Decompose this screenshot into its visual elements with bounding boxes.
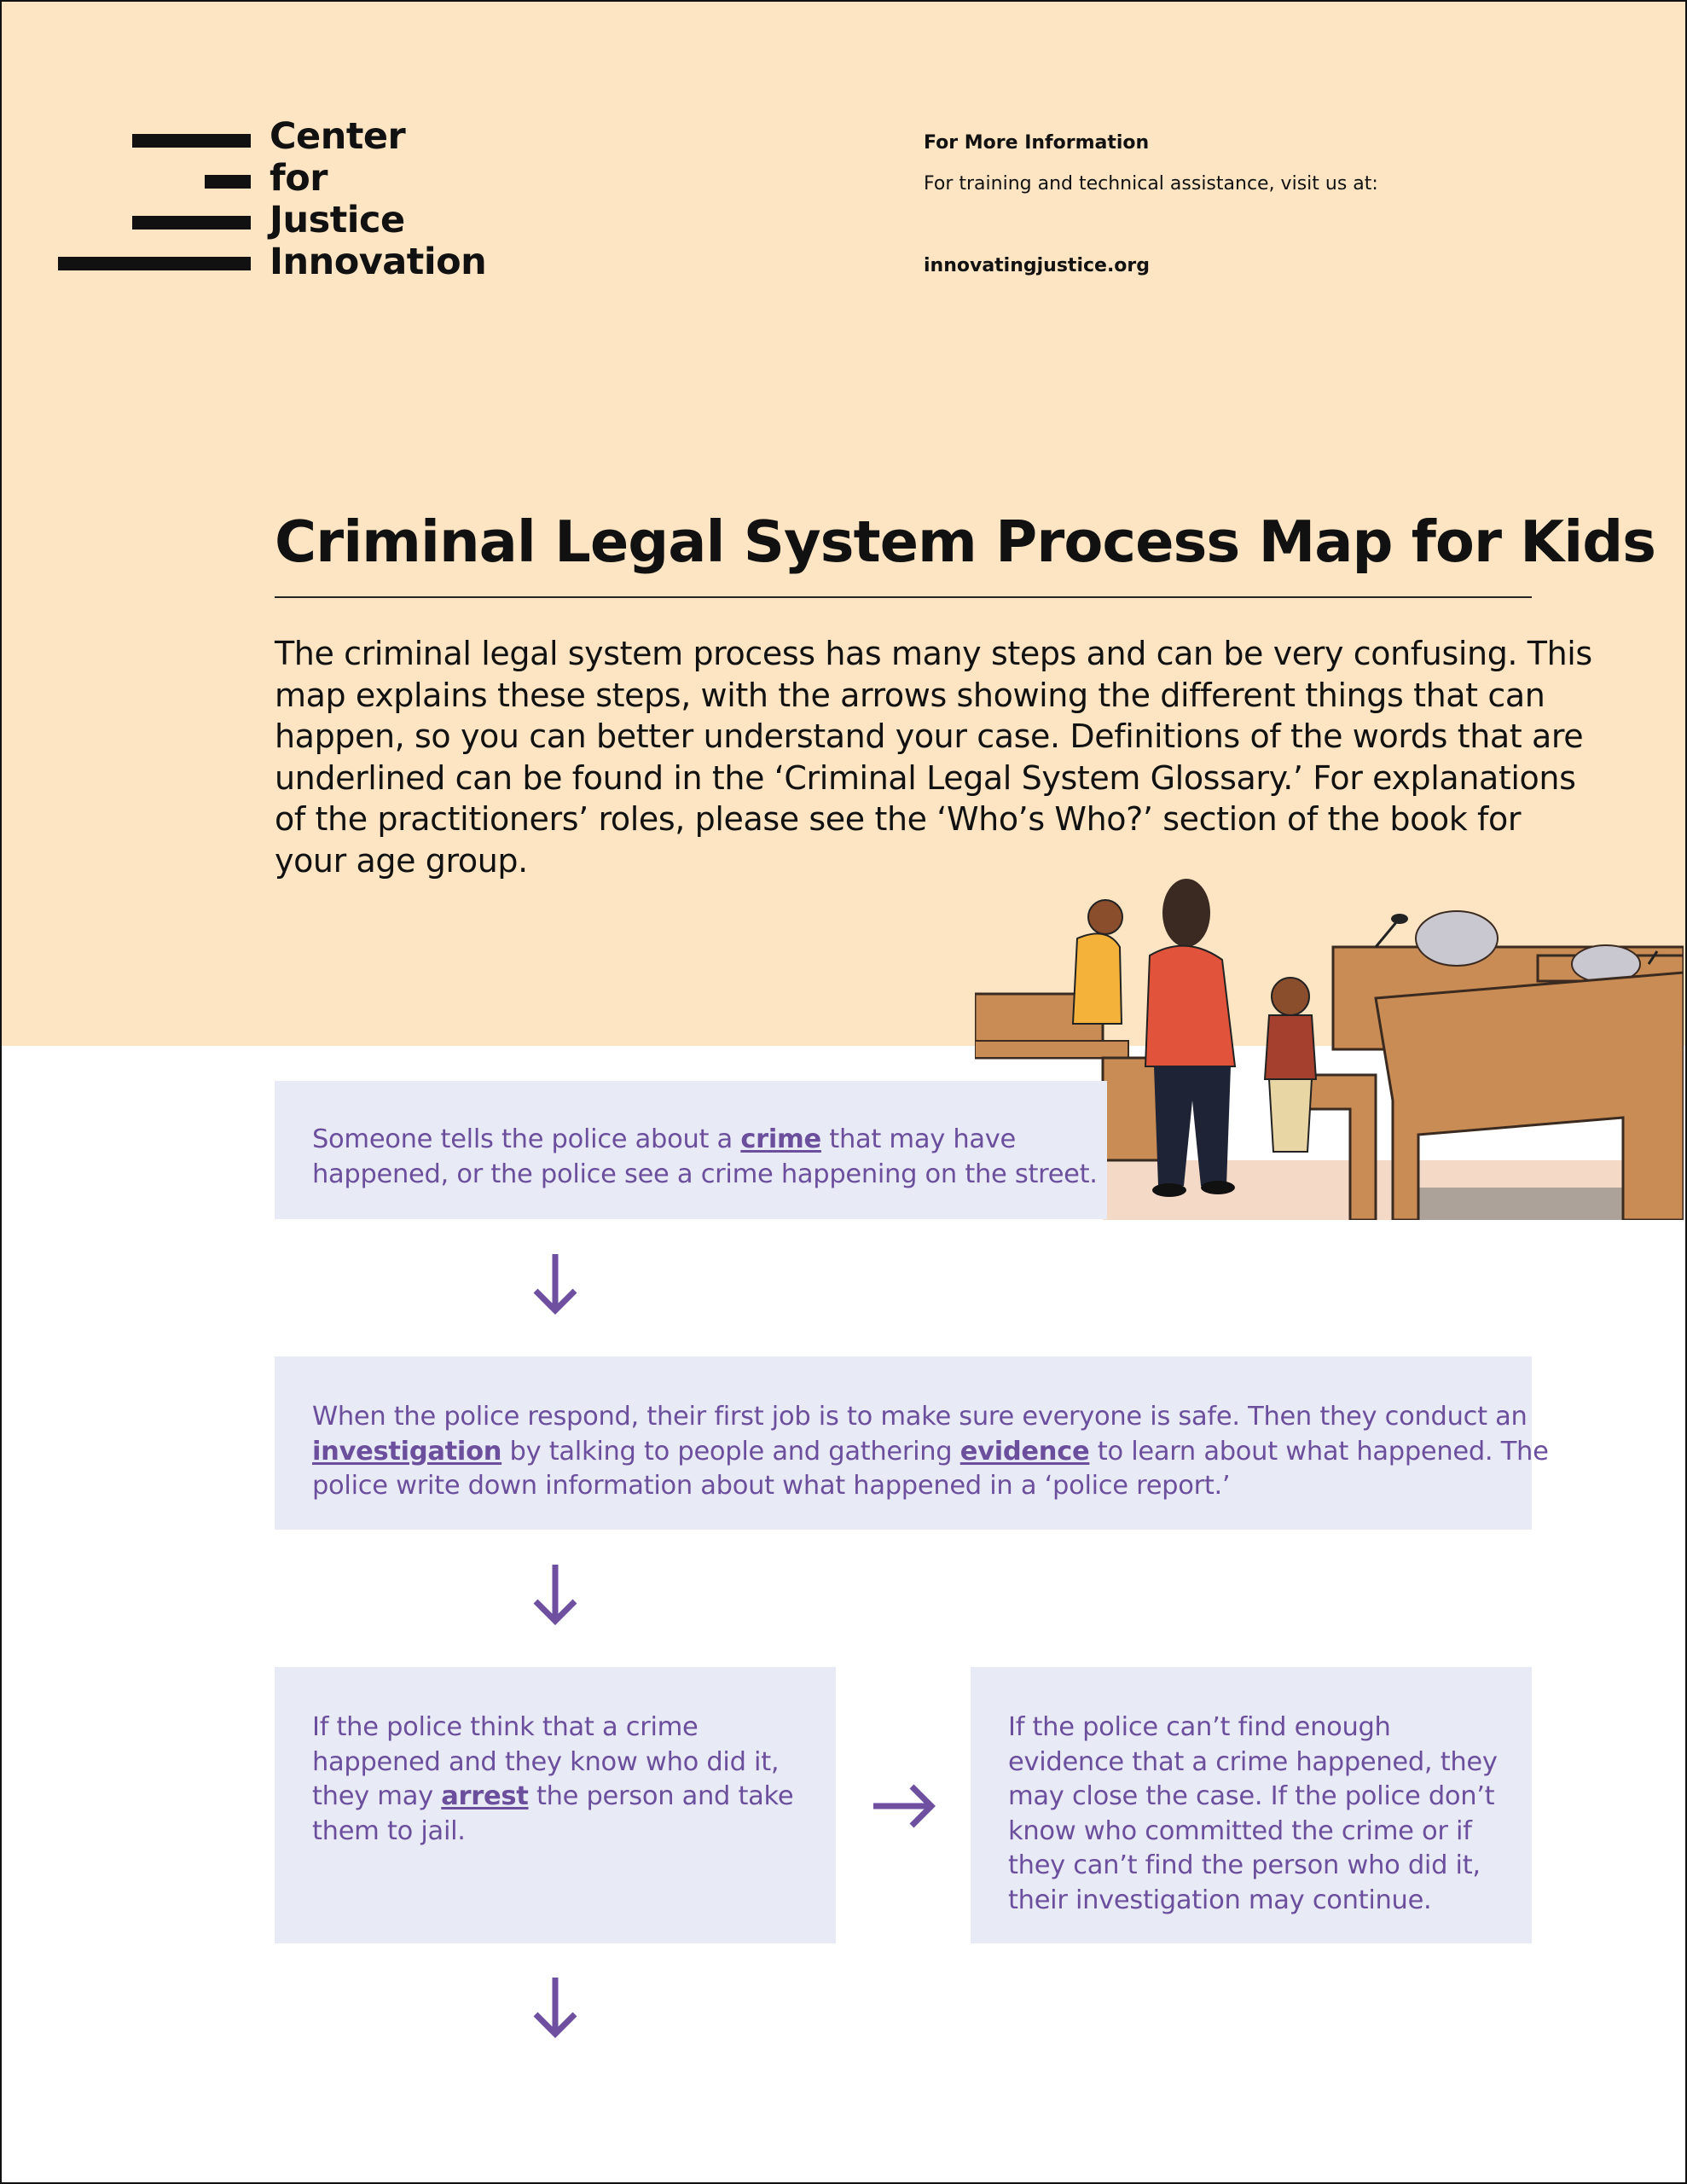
step-text: that may have xyxy=(820,1124,1017,1154)
step-text: the person and take xyxy=(528,1781,794,1811)
intro-line: of the practitioners’ roles, please see the ‘Who’s Who?’ section of the book for xyxy=(275,800,1522,838)
logo-line: Innovation xyxy=(270,241,487,283)
glossary-term-crime[interactable]: crime xyxy=(740,1124,821,1154)
info-text: For training and technical assistance, visit us at: xyxy=(924,173,1378,195)
logo-line: Justice xyxy=(270,199,405,241)
step-text: they may xyxy=(312,1781,442,1811)
step-text: to learn about what happened. The xyxy=(1089,1436,1549,1467)
logo-line: Center xyxy=(270,115,406,158)
website-link[interactable]: innovatingjustice.org xyxy=(924,255,1151,276)
step-line: know who committed the crime or if xyxy=(1008,1815,1472,1846)
step-line: may close the case. If the police don’t xyxy=(1008,1781,1495,1811)
glossary-term-arrest[interactable]: arrest xyxy=(441,1781,529,1811)
intro-line: map explains these steps, with the arrows showing the different things that can xyxy=(275,676,1545,714)
intro-line: The criminal legal system process has many steps and can be very confusing. This xyxy=(275,635,1592,672)
step-line: their investigation may continue. xyxy=(1008,1885,1432,1915)
step-line: If the police think that a crime xyxy=(312,1712,699,1742)
intro-line: underlined can be found in the ‘Criminal Legal System Glossary.’ For explanations xyxy=(275,758,1576,797)
step-text: by talking to people and gathering xyxy=(501,1436,960,1467)
step-line: them to jail. xyxy=(312,1815,466,1846)
step-text: Someone tells the police about a xyxy=(312,1124,741,1154)
page-title: Criminal Legal System Process Map for Kids xyxy=(275,508,1656,575)
step-line: happened and they know who did it, xyxy=(312,1746,780,1777)
logo-line: for xyxy=(270,157,328,200)
step-line: they can’t find the person who did it, xyxy=(1008,1850,1481,1880)
step-line: happened, or the police see a crime happening on the street. xyxy=(312,1159,1098,1189)
info-heading: For More Information xyxy=(924,132,1150,154)
glossary-term-evidence[interactable]: evidence xyxy=(959,1436,1090,1467)
step-line: evidence that a crime happened, they xyxy=(1008,1746,1498,1777)
step-line: If the police can’t find enough xyxy=(1008,1712,1391,1742)
step-line: When the police respond, their first job is to make sure everyone is safe. Then they conduct an xyxy=(312,1402,1528,1432)
glossary-term-investigation[interactable]: investigation xyxy=(312,1436,502,1467)
intro-line: your age group. xyxy=(275,841,528,880)
step-line: police write down information about what happened in a ‘police report.’ xyxy=(312,1471,1231,1501)
intro-line: happen, so you can better understand your case. Definitions of the words that are xyxy=(275,717,1584,755)
